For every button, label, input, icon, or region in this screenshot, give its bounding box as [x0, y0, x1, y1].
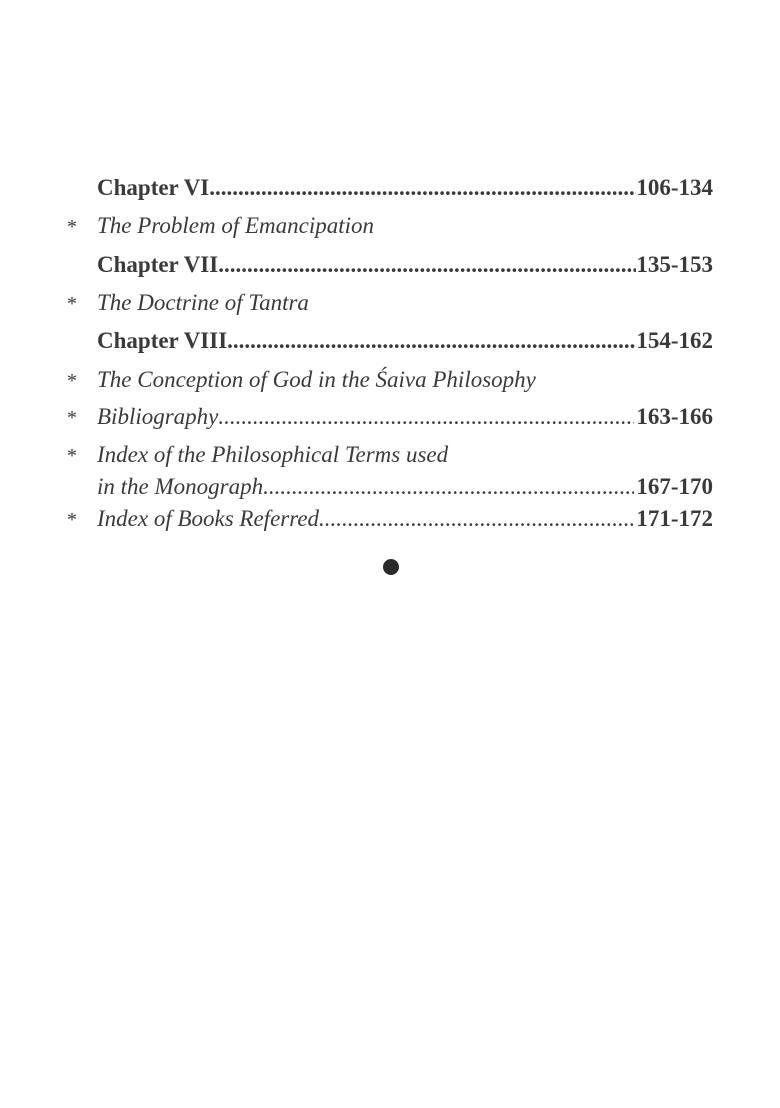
toc-entry-tantra[interactable]: [97, 288, 713, 318]
toc-index-books-title: Index of Books Referred: [97, 506, 320, 531]
toc-chapter-8-title: Chapter VIII: [97, 328, 228, 353]
toc-chapter-6[interactable]: [97, 173, 713, 203]
toc-chapter-6-title: Chapter VI: [97, 175, 210, 200]
toc-index-terms-line2[interactable]: [97, 472, 713, 502]
toc-entry-god-title: The Conception of God in the Śaiva Philosophy: [97, 367, 536, 392]
toc-entry-emancipation[interactable]: [97, 211, 713, 241]
toc-index-terms-pages: 167-170: [636, 474, 713, 499]
toc-bibliography-pages: 163-166: [636, 404, 713, 429]
toc-bibliography-title: Bibliography: [97, 404, 219, 429]
toc-chapter-6-pages: 106-134: [636, 175, 713, 200]
toc-entry-god[interactable]: [97, 365, 713, 395]
toc-bibliography[interactable]: [97, 402, 713, 432]
toc-entry-emancipation-title: The Problem of Emancipation: [97, 213, 375, 238]
toc-chapter-7-title: Chapter VII: [97, 252, 219, 277]
toc-index-books-pages: 171-172: [636, 506, 713, 531]
bullet-star: *: [67, 445, 77, 467]
bullet-star: *: [67, 370, 77, 392]
toc-entry-tantra-title: The Doctrine of Tantra: [97, 290, 309, 315]
dot-leader: [319, 504, 634, 534]
toc-chapter-7[interactable]: [97, 250, 713, 280]
dot-leader: [218, 250, 636, 280]
dot-leader: [263, 472, 634, 502]
toc-chapter-7-pages: 135-153: [636, 252, 713, 277]
dot-leader: [209, 173, 636, 203]
toc-index-terms-title-line1: Index of the Philosophical Terms used: [97, 442, 449, 467]
bullet-star: *: [67, 216, 77, 238]
bullet-star: *: [67, 509, 77, 531]
bullet-star: *: [67, 407, 77, 429]
toc-index-books[interactable]: [97, 504, 713, 534]
toc-chapter-8[interactable]: [97, 326, 713, 356]
toc-chapter-8-pages: 154-162: [636, 328, 713, 353]
toc-index-terms-line1[interactable]: [97, 440, 713, 470]
dot-leader: [227, 326, 636, 356]
bullet-star: *: [67, 293, 77, 315]
toc-index-terms-title-line2: in the Monograph: [97, 474, 264, 499]
dot-leader: [218, 402, 634, 432]
end-ornament-dot: [383, 559, 399, 575]
